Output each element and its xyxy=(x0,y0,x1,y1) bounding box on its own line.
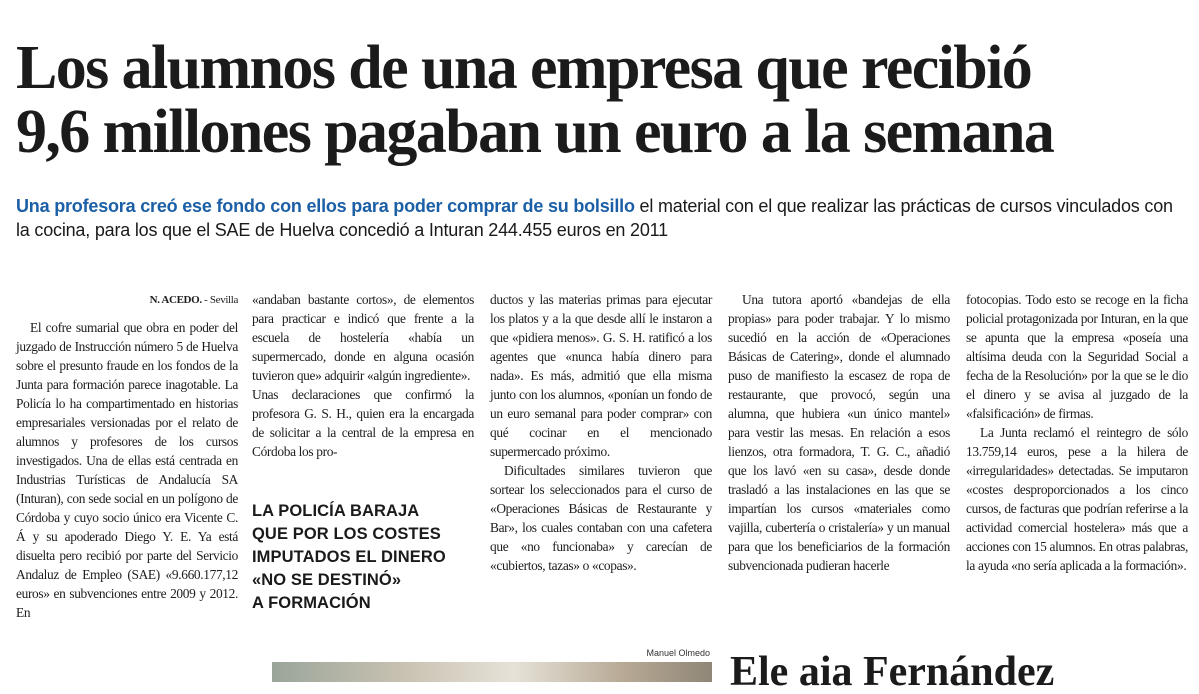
pull-quote-line: QUE POR LOS COSTES xyxy=(252,525,441,543)
pull-quote-line: «NO SE DESTINÓ» xyxy=(252,571,402,589)
article-column-2 xyxy=(252,290,474,461)
article-column-1 xyxy=(16,292,238,622)
paragraph: ductos y las materias primas para ejecutar los platos y a la que desde allí le instaron a que «pidiera menos». G. S. H. ratificó a los agentes que «nunca había dinero para nada». Es más, admitió que ella misma junto con los alumnos, «ponían un fondo de un euro semanal para poder comprar» con qué cocinar en el mencionado supermercado próximo. xyxy=(490,292,712,459)
paragraph: Unas declaraciones que confirmó la profesora G. S. H., quien era la encargada de solicitar a la central de la empresa en Córdoba los pro- xyxy=(252,387,474,459)
headline xyxy=(16,36,1196,164)
headline-line-2: 9,6 millones pagaban un euro a la semana xyxy=(16,98,1054,166)
byline xyxy=(16,292,238,308)
photo-credit: Manuel Olmedo xyxy=(646,648,710,658)
subheadline-rest: el material con el que realizar las prácticas de cursos vinculados con la cocina, para los que el SAE de Huelva concedió a Inturan 244.455 euros en 2011 xyxy=(16,196,1173,240)
subheadline-accent: Una profesora creó ese fondo con ellos para poder comprar de su bolsillo xyxy=(16,196,635,216)
pull-quote-line: LA POLICÍA BARAJA xyxy=(252,502,420,520)
paragraph: El cofre sumarial que obra en poder del juzgado de Instrucción número 5 de Huelva sobre el presunto fraude en los fondos de la Junta para formación parece inagotable. La Policía lo ha compartimentado en historias empresariales versionadas por el relato de alumnos y profesores de los cursos investigados. Una de ellas está centrada en Industrias Turísticas de Andalucía SA (Inturan), con sede social en un polígono de Córdoba y cuyo socio único era Vicente C. Á y su apoderado Diego Y. E. Ya está disuelta pero recibió por parte del Servicio Andaluz de Empleo (SAE) «9.660.177,12 euros» en subvenciones entre 2009 y 2012. En xyxy=(16,320,238,620)
paragraph: Una tutora aportó «bandejas de ella propias» para poder trabajar. Y lo mismo sucedió en la acción de «Operaciones Básicas de Catering», donde el alumnado puso de manifiesto la escasez de ropa de restaurante, que provocó, según una alumna, que hubiera «un único mantel» para vestir las mesas. En relación a esos lienzos, otra formadora, T. G. C., añadió que los lavó «en su casa», desde donde trasladó a las instalaciones en las que se impartían los cursos «materiales como vajilla, cubertería o cristalería» y un manual para que los beneficiarios de la formación subvencionada pudieran hacerle xyxy=(728,292,950,573)
pull-quote-line: A FORMACIÓN xyxy=(252,594,371,612)
paragraph: «andaban bastante cortos», de elementos para practicar e indicó que frente a la escuela de hostelería «había un supermercado, donde en alguna ocasión tuvieron que» adquirir «algún ingrediente». xyxy=(252,292,474,383)
paragraph: fotocopias. Todo esto se recoge en la ficha policial protagonizada por Inturan, en la que se apunta que la empresa «poseía una altísima deuda con la Seguridad Social a fecha de la Resolución» por la que se le dio el dinero y se avisa al juzgado de la «falsificación» de firmas. xyxy=(966,292,1188,421)
byline-author: N. ACEDO. xyxy=(149,294,202,306)
headline-line-1: Los alumnos de una empresa que recibió xyxy=(16,34,1032,102)
byline-separator: - xyxy=(201,294,210,306)
byline-place: Sevilla xyxy=(209,294,238,306)
paragraph: La Junta reclamó el reintegro de sólo 13.759,14 euros, pese a la hilera de «irregularidades» detectadas. Se imputaron «costes desproporcionados a los cinco cursos, de facturas que podrían referirse a la actividad comercial hostelera» más que a acciones con 15 alumnos. En otras palabras, la ayuda «no sería aplicada a la formación». xyxy=(966,425,1188,573)
article-column-4 xyxy=(728,290,950,575)
article-column-5 xyxy=(966,290,1188,575)
subheadline xyxy=(16,194,1191,242)
pull-quote-line: IMPUTADOS EL DINERO xyxy=(252,548,446,566)
article-photo xyxy=(272,662,712,682)
paragraph: Dificultades similares tuvieron que sortear los seleccionados para el curso de «Operaciones Básicas de Restaurante y Bar», los cuales contaban con una cafetera que «no funcionaba» y carecían de «cubiertos, tazas» o «copas». xyxy=(490,463,712,573)
pull-quote xyxy=(252,500,474,615)
article-column-3 xyxy=(490,290,712,575)
next-article-headline: Ele aia Fernández xyxy=(730,650,1055,694)
